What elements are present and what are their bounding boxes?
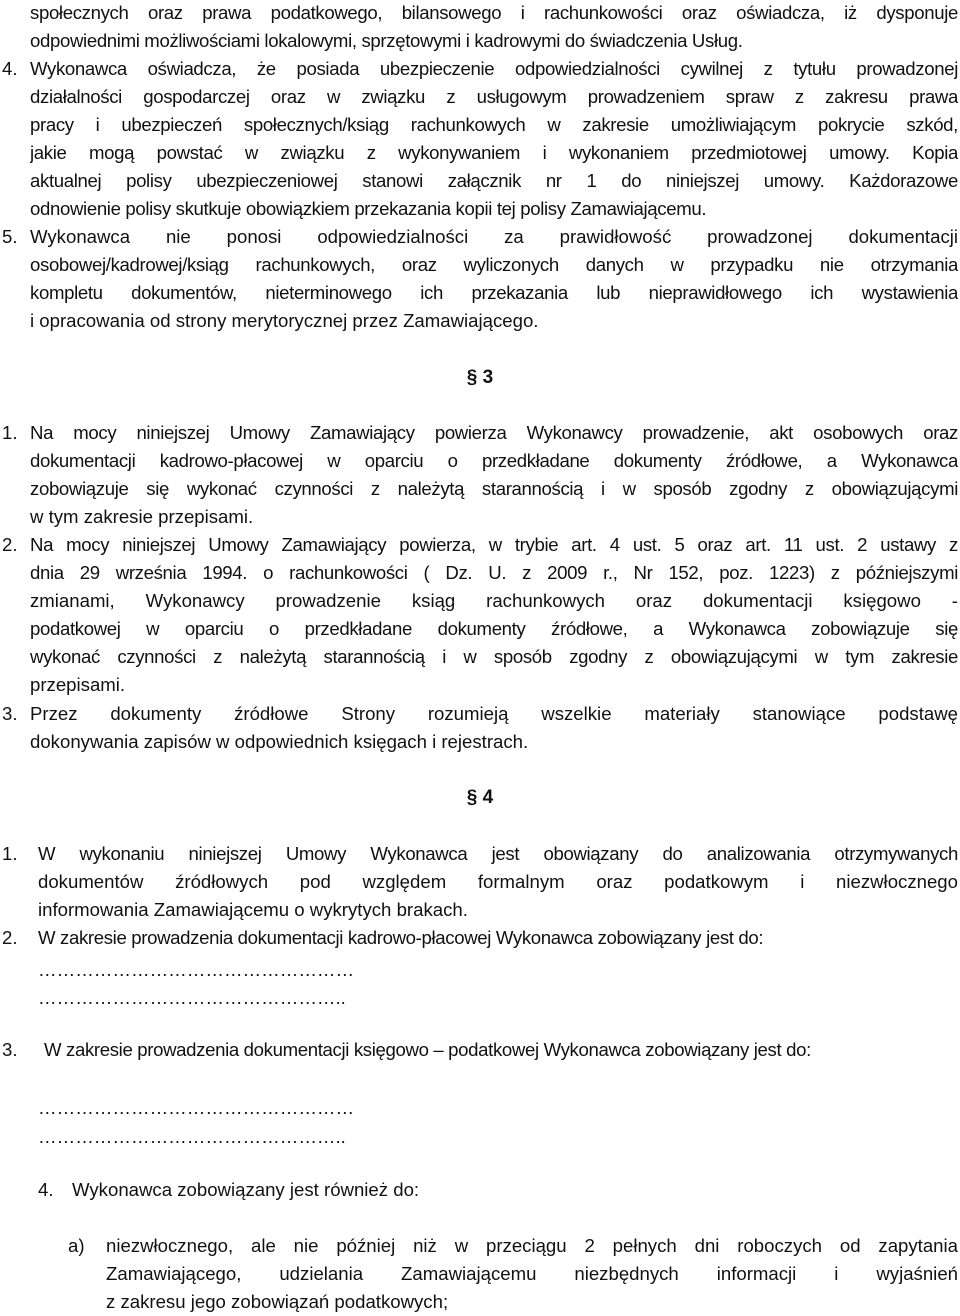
text-line: dokumentów źródłowych pod względem formalnym oraz podatkowym i niezwłocznego <box>38 871 958 892</box>
text-line: Przez dokumenty źródłowe Strony rozumieją wszelkie materiały stanowiące podstawę <box>30 703 958 724</box>
text-line: dnia 29 września 1994. o rachunkowości ( Dz. U. z 2009 r., Nr 152, poz. 1223) z późniejszymi <box>30 562 958 583</box>
list-number: 2. <box>2 534 18 555</box>
list-number: 4. <box>38 1179 54 1200</box>
text-line: podatkowej w oparciu o przedkładane dokumenty źródłowe, a Wykonawca zobowiązuje się <box>30 618 958 639</box>
blank-fill-line: ………………………………………….. <box>38 987 346 1008</box>
text-line: zmianami, Wykonawcy prowadzenie ksiąg rachunkowych oraz dokumentacji księgowo - <box>30 590 958 611</box>
text-line: dokonywania zapisów w odpowiednich księgach i rejestrach. <box>30 731 529 752</box>
list-number: 1. <box>2 422 18 443</box>
text-line: i opracowania od strony merytorycznej przez Zamawiającego. <box>30 310 539 331</box>
text-line: W wykonaniu niniejszej Umowy Wykonawca jest obowiązany do analizowania otrzymywanych <box>38 843 958 864</box>
text-line: działalności gospodarczej oraz w związku z usługowym prowadzeniem spraw z zakresu prawa <box>30 86 958 107</box>
text-line: Na mocy niniejszej Umowy Zamawiający powierza, w trybie art. 4 ust. 5 oraz art. 11 ust. 2 ustawy z <box>30 534 958 555</box>
list-number: 1. <box>2 843 18 864</box>
list-number: 3. <box>2 703 18 724</box>
list-number: 5. <box>2 226 18 247</box>
text-line: informowania Zamawiającemu o wykrytych brakach. <box>38 899 468 920</box>
text-line: przepisami. <box>30 674 126 695</box>
text-line: zobowiązuje się wykonać czynności z należytą starannością i w sposób zgodny z obowiązującymi <box>30 478 958 499</box>
list-number: 4. <box>2 58 18 79</box>
text-line: aktualnej polisy ubezpieczeniowej stanowi załącznik nr 1 do niniejszej umowy. Każdorazowe <box>30 170 958 191</box>
text-line: kompletu dokumentów, nieterminowego ich przekazania lub nieprawidłowego ich wystawienia <box>30 282 958 303</box>
section-heading: § 4 <box>466 787 494 808</box>
text-line: pracy i ubezpieczeń społecznych/ksiąg rachunkowych w zakresie umożliwiającym pokrycie szkód, <box>30 114 958 135</box>
text-line: wykonać czynności z należytą starannością i w sposób zgodny z obowiązującymi w tym zakresie <box>30 646 958 667</box>
blank-fill-line: …………………………………………… <box>38 959 355 980</box>
text-line: osobowej/kadrowej/ksiąg rachunkowych, oraz wyliczonych danych w przypadku nie otrzymania <box>30 254 958 275</box>
text-line: jakie mogą powstać w związku z wykonywaniem i wykonaniem przedmiotowej umowy. Kopia <box>30 142 958 163</box>
blank-fill-line: ………………………………………….. <box>38 1126 346 1147</box>
text-line: Wykonawca oświadcza, że posiada ubezpieczenie odpowiedzialności cywilnej z tytułu prowadzonej <box>30 58 958 79</box>
text-line: dokumentacji kadrowo-płacowej w oparciu o przedkładane dokumenty źródłowe, a Wykonawca <box>30 450 958 471</box>
text-line: Wykonawca zobowiązany jest również do: <box>72 1179 420 1200</box>
text-line: w tym zakresie przepisami. <box>30 506 254 527</box>
text-line: Zamawiającego, udzielania Zamawiającemu niezbędnych informacji i wyjaśnień <box>106 1263 958 1284</box>
text-line: Wykonawca nie ponosi odpowiedzialności za prawidłowość prowadzonej dokumentacji <box>30 226 958 247</box>
section-heading: § 3 <box>466 367 494 388</box>
text-line: odnowienie polisy skutkuje obowiązkiem przekazania kopii tej polisy Zamawiającemu. <box>30 198 707 219</box>
text-line: odpowiednimi możliwościami lokalowymi, sprzętowymi i kadrowymi do świadczenia Usług. <box>30 30 743 51</box>
text-line: W zakresie prowadzenia dokumentacji księgowo – podatkowej Wykonawca zobowiązany jest do: <box>44 1039 811 1060</box>
text-line: z zakresu jego zobowiązań podatkowych; <box>106 1291 449 1312</box>
list-letter: a) <box>68 1235 85 1256</box>
list-number: 2. <box>2 927 18 948</box>
list-number: 3. <box>2 1039 18 1060</box>
text-line: społecznych oraz prawa podatkowego, bilansowego i rachunkowości oraz oświadcza, iż dysponuje <box>30 2 958 23</box>
text-line: niezwłocznego, ale nie później niż w przeciągu 2 pełnych dni roboczych od zapytania <box>106 1235 958 1256</box>
text-line: W zakresie prowadzenia dokumentacji kadrowo-płacowej Wykonawca zobowiązany jest do: <box>38 927 764 948</box>
blank-fill-line: …………………………………………… <box>38 1097 355 1118</box>
text-line: Na mocy niniejszej Umowy Zamawiający powierza Wykonawcy prowadzenie, akt osobowych oraz <box>30 422 958 443</box>
